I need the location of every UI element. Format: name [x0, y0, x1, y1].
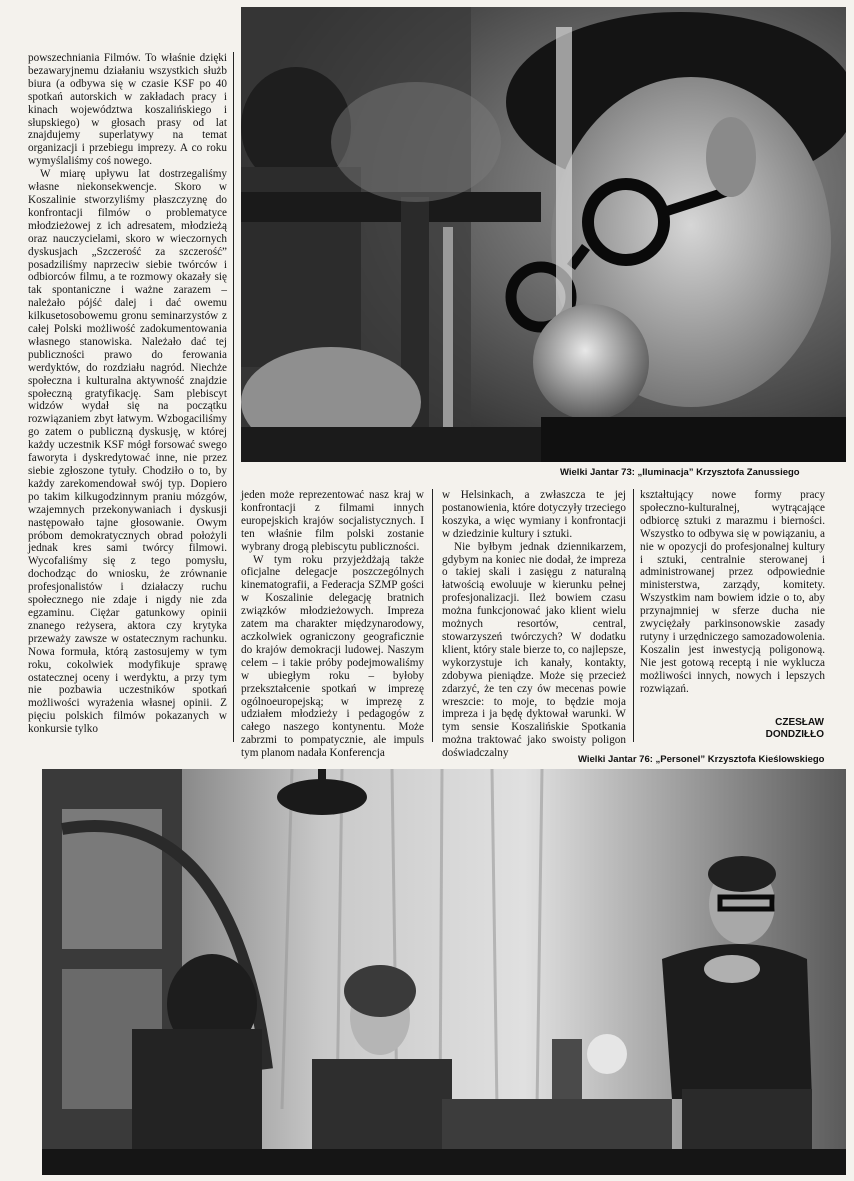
author-signature — [700, 717, 824, 741]
column-4 — [640, 489, 825, 696]
caption-top: Wielki Jantar 73: „Iluminacja” Krzysztofa Zanussiego — [560, 467, 800, 478]
column-rule-2 — [432, 489, 433, 742]
author-last-name: DONDZIŁŁO — [765, 729, 824, 740]
col2-paragraph-1: jeden może reprezentować nasz kraj w konfrontacji z filmami innych europejskich krajów socjalistycznych. I ten właśnie film polski zostanie wybrany drogą plebiscytu publiczności. — [241, 489, 424, 553]
column-2 — [241, 489, 424, 760]
caption-bottom: Wielki Jantar 76: „Personel” Krzysztofa Kieślowskiego — [578, 754, 825, 765]
col1-paragraph-1: powszechniania Filmów. To właśnie dzięki bezawaryjnemu działaniu wszystkich służb biura (a odbywa się w czasie KSF po 40 spotkań autorskich w zakładach pracy i kinach województwa koszalińskiego i słupskiego) w głosach prasy od lat znajdujemy superlatywy na temat organizacji i przebiegu imprezy. A co roku wymyślaliśmy coś nowego. — [28, 52, 227, 168]
column-rule-1 — [233, 52, 234, 742]
column-3 — [442, 489, 626, 760]
col2-paragraph-2: W tym roku przyjeżdżają także oficjalne delegacje poszczególnych kinematografii, a Federacja SZMP gości w Koszalinie delegację bratnich związków młodzieżowych. Impreza zatem ma charakter międzynarodowy, aczkolwiek ograniczony geograficznie do krajów demokracji ludowej. Naszym celem – i takie próby podejmowaliśmy w ubiegłym roku – byłoby przekształcenie spotkań w imprezę ogólnoeuropejską; w imprezę z udziałem młodzieży i pedagogów z całego naszego kontynentu. Może zabrzmi to pompatycznie, ale impuls tym planom nadała Konferencja — [241, 553, 424, 760]
column-rule-3 — [633, 489, 634, 742]
col4-paragraph-1: kształtujący nowe formy pracy społeczno-kulturalnej, wytrącające odbiorcę sztuki z marazmu i bierności. Wszystko to odbywa się w powiązaniu, a nie w opozycji do profesjonalnej kultury i sztuki, centralnie sterowanej i administrowanej przez odpowiednie ministerstwa, zarządy, komitety. Wszystkim nam bowiem idzie o to, aby przynajmniej w sferze ducha nie zwyciężały parkinsonowskie zasady rutyny i urzędniczego samozadowolenia. Koszalin jest inwestycją poligonową. Nie jest gotową receptą i nie wyklucza możliwości innych, nowych i lepszych rozwiązań. — [640, 489, 825, 695]
photo-personel-drawing — [42, 769, 846, 1175]
author-first-name: CZESŁAW — [775, 717, 824, 728]
photo-iluminacja-drawing — [241, 7, 846, 462]
col1-paragraph-2: W miarę upływu lat dostrzegaliśmy własne niekonsekwencje. Skoro w Koszalinie stworzyliśmy płaszczyznę do konfrontacji filmów o problematyce młodzieżowej z ich adresatem, młodzieżą oraz nauczycielami, skoro w wieczornych dyskusjach „Szczerość za szczerość” posadziliśmy naprzeciw siebie twórców i odbiorców filmu, a te rozmowy okazały się tak spontaniczne i ważne zarazem – należało pójść dalej i dać owemu kilkusetosobowemu gronu seminarzystów z całej Polski możliwość zadokumentowania własnego stanowiska. Należało dać tej publiczności prawo do ferowania werdyktów, do rozdziału nagród. Niechże społeczna i kulturalna aktywność znajdzie społeczną gratyfikację. Sam plebiscyt widzów wydał się na początku rozwiązaniem zbyt łatwym. Wzbogaciliśmy go zatem o publiczną dyskusję, w której każdy uczestnik KSF mógł forsować swego faworyta i dyskredytować inne, nie przez siebie zgłoszone tytuły. Chodziło o to, by każdy zarekomendował swój typ. Dopiero po takim kilkugodzinnym praniu mózgów, wzajemnych przekonywaniach i dyskusji następowało tajne głosowanie. Owym próbom demokratycznych obrad położyli jednak kres sami twórcy filmowi. Wycofaliśmy się z tego pomysłu, dochodząc do wniosku, że zrównanie profesjonalistów i działaczy ruchu społecznego nie zdaje i nigdy nie zda egzaminu. Ciężar gatunkowy opinii znanego reżysera, aktora czy krytyka przeważy zawsze w ostatecznym rachunku. Nowa formuła, którą zastosujemy w tym roku, cokolwiek modyfikuje sprawę ostatecznej oceny i werdyktu, a przy tym nie pozbawia uczestników spotkań możliwości wyrażenia własnej opinii. Z pięciu polskich filmów pokazanych w konkursie tylko — [28, 168, 227, 736]
column-1 — [28, 52, 227, 736]
photo-iluminacja — [241, 7, 846, 462]
col3-paragraph-1: w Helsinkach, a zwłaszcza te jej postanowienia, które dotyczyły trzeciego koszyka, a więc wymiany i konfrontacji w dziedzinie kultury i sztuki. — [442, 489, 626, 540]
col3-paragraph-2: Nie byłbym jednak dziennikarzem, gdybym na koniec nie dodał, że impreza o takiej skali i zasięgu z naturalną łatwością ewoluuje w kierunku pełnej profesjonalizacji. Ileż bowiem czasu można funkcjonować jako klient wielu możnych resortów, central, stowarzyszeń twórczych? W dodatku klient, który stale bierze to, co najlepsze, wykorzystuje ich kanały, kontakty, zdobywa pieniądze. Może się przecież zdarzyć, że ten czy ów mecenas powie wreszcie: to moje, to będzie moja impreza i ja będę dyktował warunki. W tym sensie Koszalińskie Spotkania można traktować jako swoisty poligon doświadczalny — [442, 540, 626, 760]
photo-personel — [42, 769, 846, 1175]
